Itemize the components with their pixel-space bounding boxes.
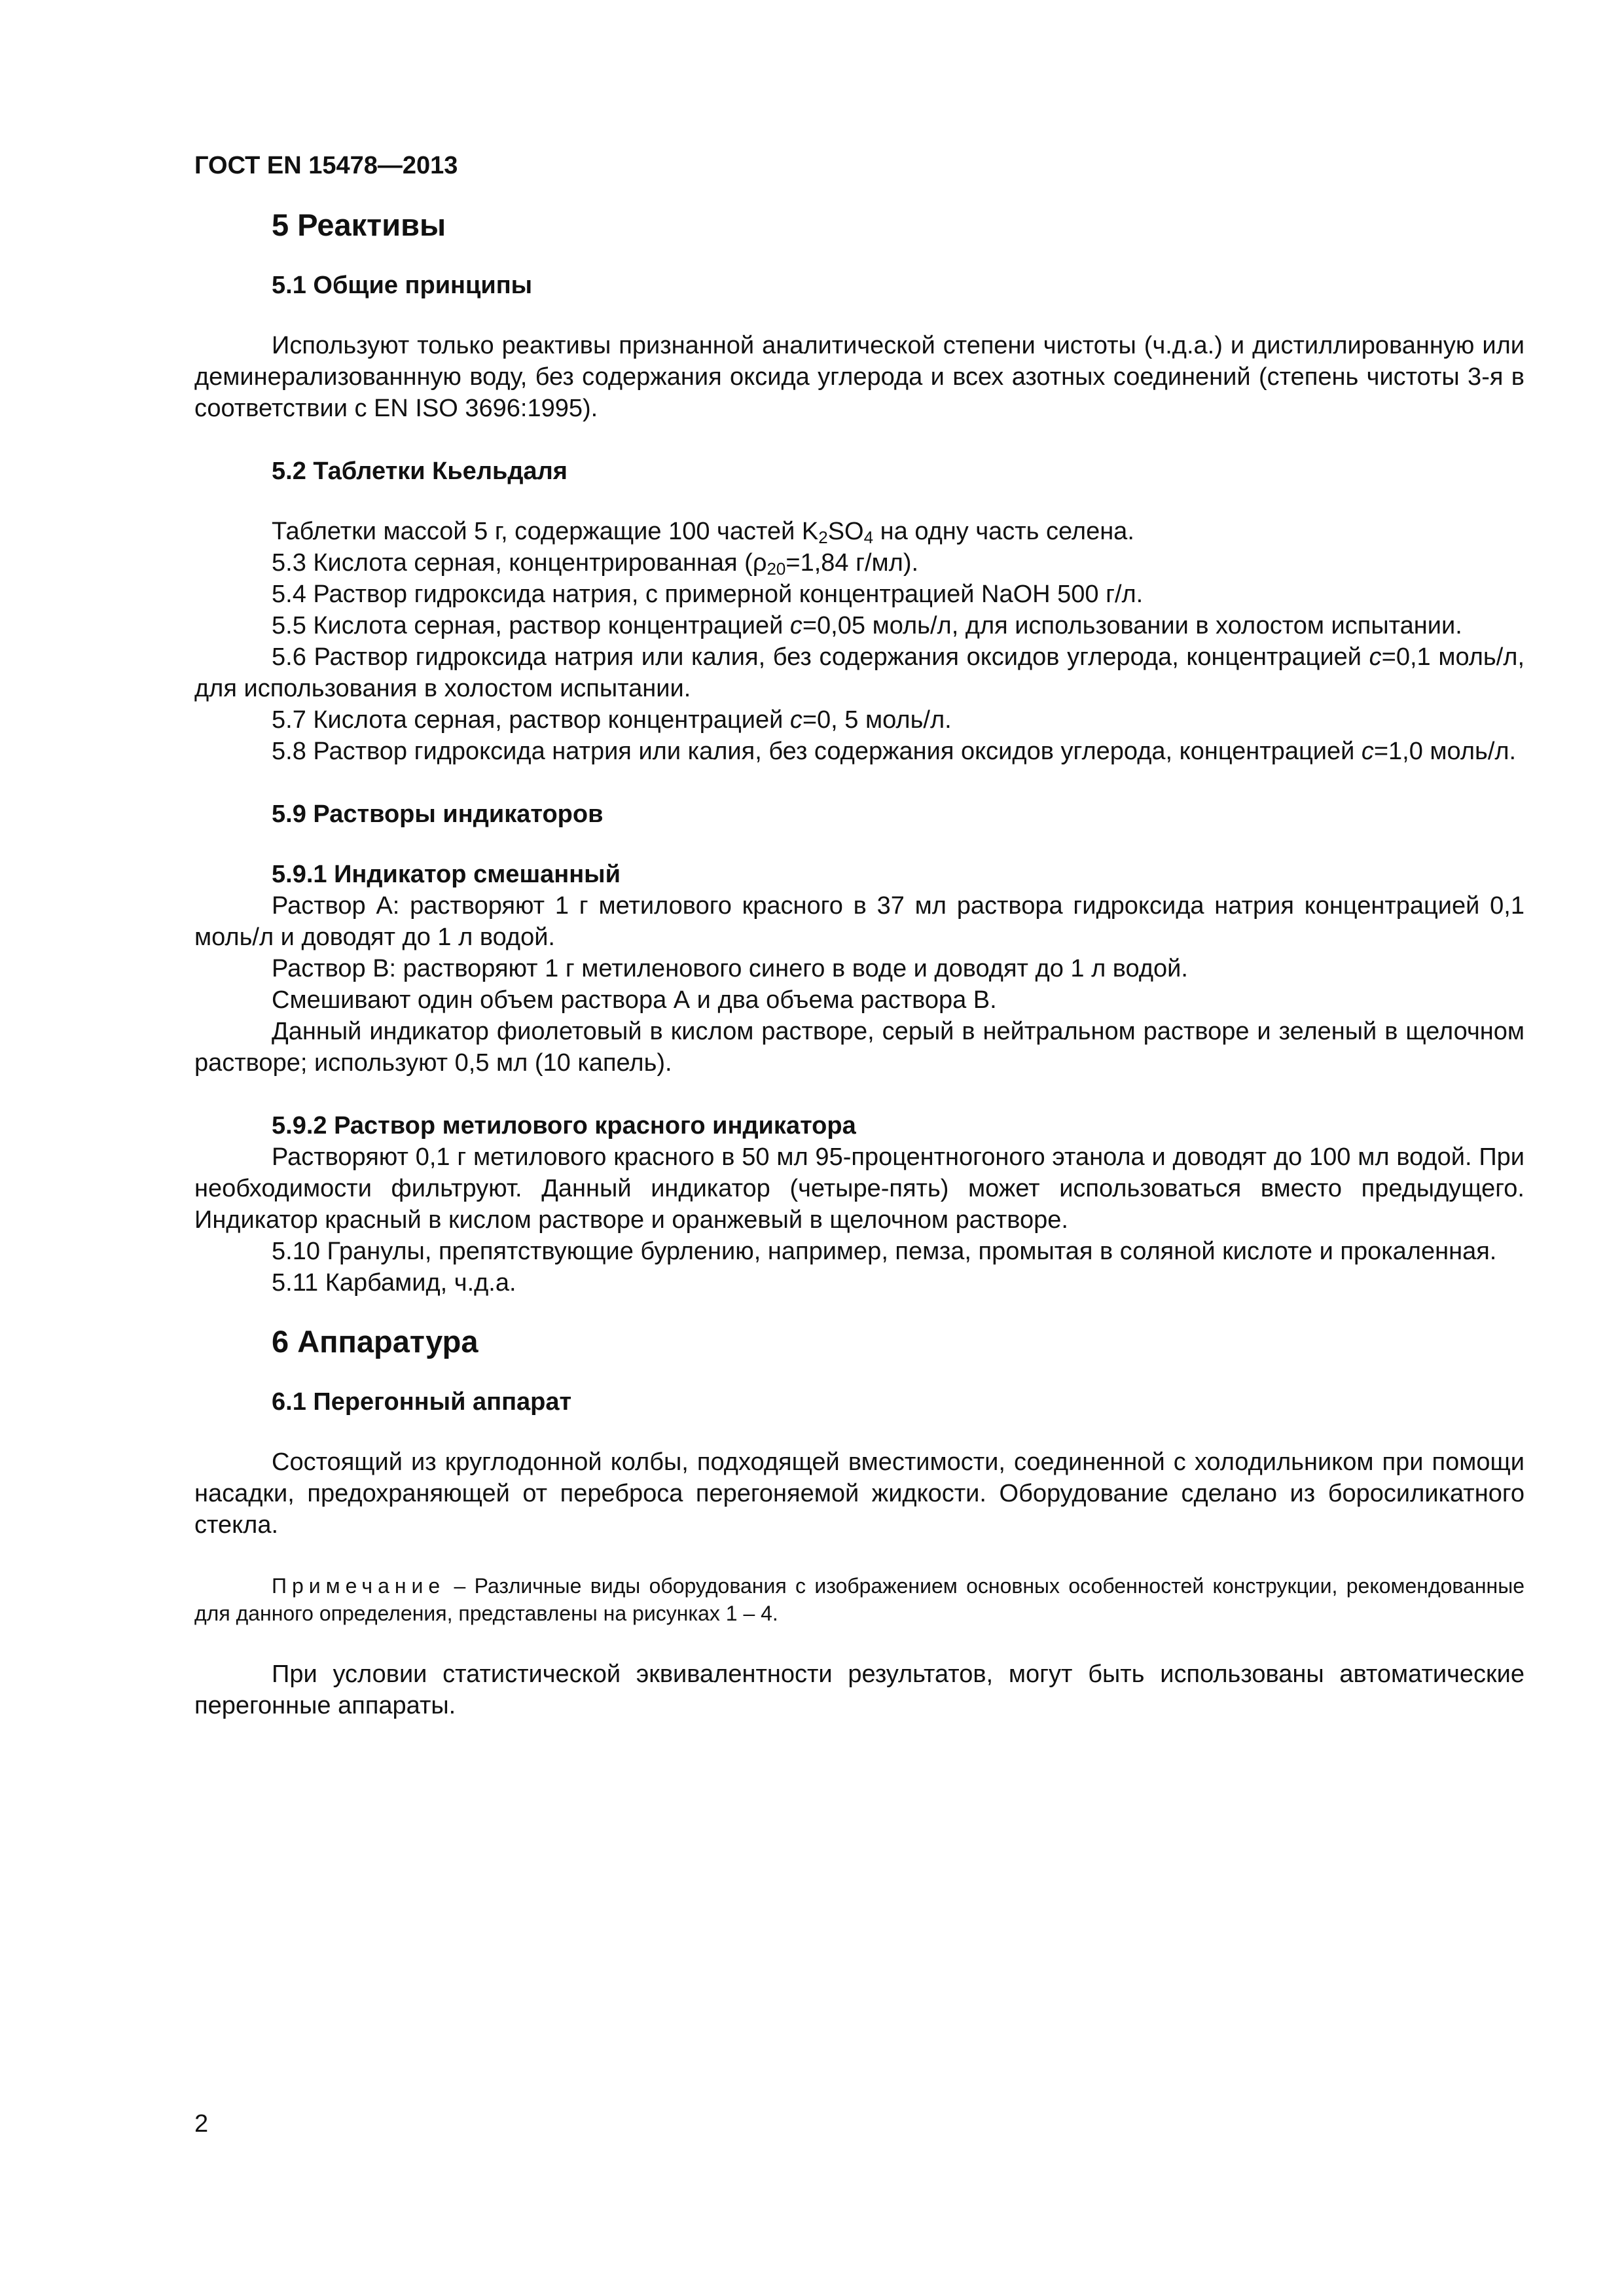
section-5-6-text: 5.6 Раствор гидроксида натрия или калия, без содержания оксидов углерода, концентрацией c=0,1 моль/л, для использования в холостом испытании.: [194, 643, 1525, 702]
section-5-8-text: 5.8 Раствор гидроксида натрия или калия, без содержания оксидов углерода, концентрацией c=1,0 моль/л.: [272, 738, 1517, 765]
note-paragraph: [194, 1572, 1525, 1627]
document-code-header: ГОСТ EN 15478—2013: [194, 152, 458, 179]
note-text: – Различные виды оборудования с изображением основных особенностей конструкции, рекомендованные для данного определения, представлены на рисунках 1 – 4.: [194, 1574, 1525, 1625]
section-5-9-2-paragraph: Растворяют 0,1 г метилового красного в 50 мл 95-процентногоного этанола и доводят до 100 мл водой. При необходимости фильтруют. Данный индикатор (четыре-пять) может использоваться вместо предыдущего. Индикатор красный в кислом растворе и оранжевый в щелочном растворе.: [194, 1143, 1525, 1234]
section-5-2-text: Таблетки массой 5 г, содержащие 100 частей $K_2SO_4$ на одну часть селена.: [272, 518, 1134, 547]
section-5-2-title: 5.2 Таблетки Кьельдаля: [272, 457, 568, 485]
section-5-9-1-title: 5.9.1 Индикатор смешанный: [272, 861, 621, 888]
section-5-9-1-paragraph: Раствор А: растворяют 1 г метилового красного в 37 мл раствора гидроксида натрия концентрацией 0,1 моль/л и доводят до 1 л водой.: [194, 892, 1525, 951]
section-6-1-title: 6.1 Перегонный аппарат: [272, 1388, 572, 1416]
section-6-1-final-text: При условии статистической эквивалентности результатов, могут быть использованы автоматические перегонные аппараты.: [194, 1660, 1525, 1719]
note-label: Примечание: [272, 1574, 446, 1598]
page-content: [194, 151, 1525, 1721]
section-5-9-1-paragraph: Данный индикатор фиолетовый в кислом растворе, серый в нейтральном растворе и зеленый в щелочном растворе; используют 0,5 мл (10 капель).: [194, 1018, 1525, 1077]
section-5-9-1-paragraph: Смешивают один объем раствора А и два объема раствора В.: [272, 986, 997, 1014]
section-5-9-2-title: 5.9.2 Раствор метилового красного индикатора: [272, 1112, 856, 1139]
section-6-1-text: Состоящий из круглодонной колбы, подходящей вместимости, соединенной с холодильником при помощи насадки, предохраняющей от переброса перегоняемой жидкости. Оборудование сделано из боросиликатного стекла.: [194, 1448, 1525, 1539]
page-number: 2: [194, 2110, 209, 2138]
section-5-11-text: 5.11 Карбамид, ч.д.а.: [272, 1269, 516, 1297]
section-5-5-text: 5.5 Кислота серная, раствор концентрацией c=0,05 моль/л, для использовании в холостом испытании.: [272, 612, 1462, 639]
section-5-7-text: 5.7 Кислота серная, раствор концентрацией c=0, 5 моль/л.: [272, 706, 952, 734]
section-5-10-text: 5.10 Гранулы, препятствующие бурлению, например, пемза, промытая в соляной кислоте и прокаленная.: [272, 1238, 1497, 1265]
section-5-9-title: 5.9 Растворы индикаторов: [272, 800, 604, 828]
section-5-1-text: Используют только реактивы признанной аналитической степени чистоты (ч.д.а.) и дистиллированную или деминерализованнную воду, без содержания оксида углерода и всех азотных соединений (степень чистоты 3-я в соответствии с EN ISO 3696:1995).: [194, 332, 1525, 422]
section-5-9-1-paragraph: Раствор В: растворяют 1 г метиленового синего в воде и доводят до 1 л водой.: [272, 955, 1188, 982]
section-6-title: 6 Аппаратура: [272, 1324, 478, 1359]
section-5-4-text: 5.4 Раствор гидроксида натрия, с примерной концентрацией NaOH 500 г/л.: [272, 581, 1144, 608]
section-5-1-title: 5.1 Общие принципы: [272, 272, 533, 299]
section-5-3-text: 5.3 Кислота серная, концентрированная ($\rho_{20}=1,84$ г/мл).: [272, 549, 919, 579]
section-5-title: 5 Реактивы: [272, 207, 446, 242]
